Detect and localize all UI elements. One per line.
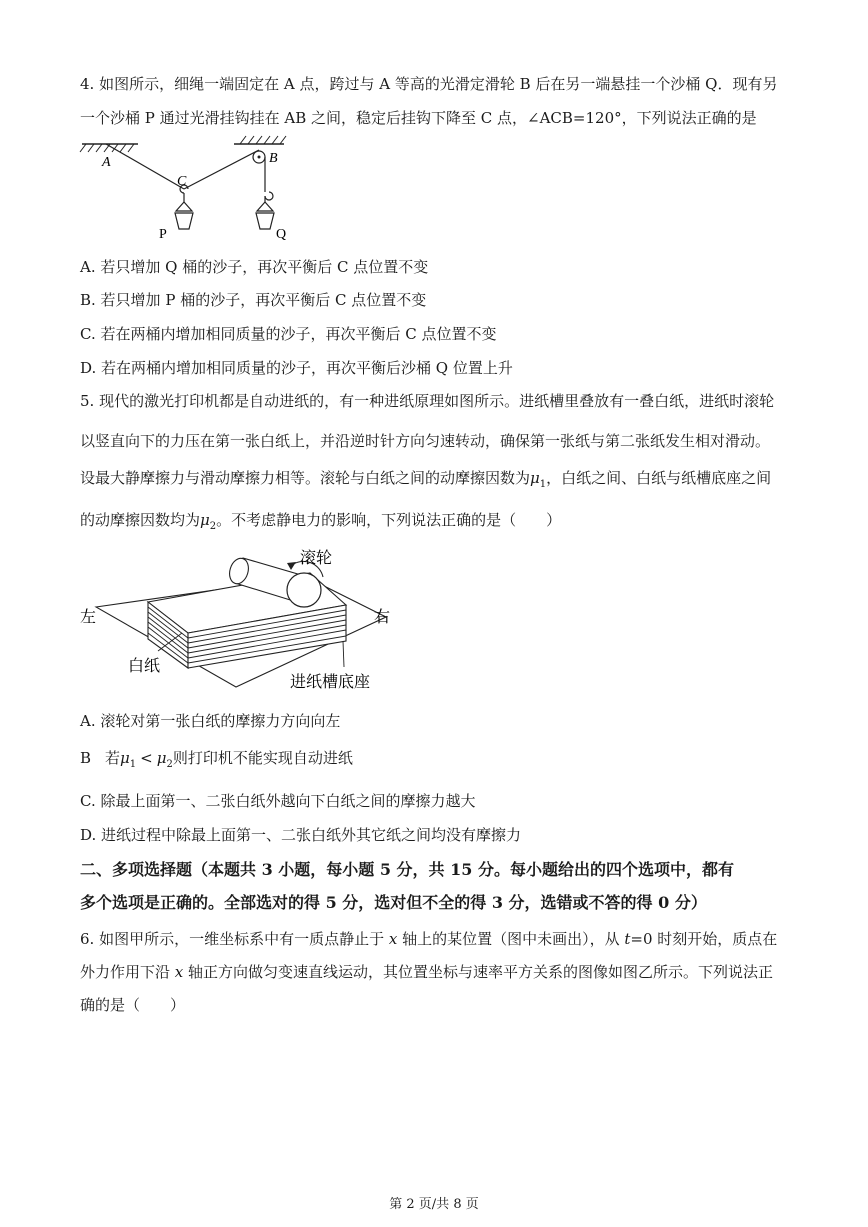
label-paper: 白纸: [128, 658, 161, 675]
q5-line2: 以竖直向下的力压在第一张白纸上，并沿逆时针方向匀速转动，确保第一张纸与第二张纸发生相对滑动。: [80, 432, 771, 450]
label-base: 进纸槽底座: [290, 674, 371, 691]
q5-option-c: C. 除最上面第一、二张白纸外越向下白纸之间的摩擦力越大: [80, 792, 476, 810]
label-roller: 滚轮: [300, 550, 333, 567]
q6-line1: 6. 如图甲所示，一维坐标系中有一质点静止于 x 轴上的某位置（图中未画出），从 t=0 时刻开始，质点在: [80, 930, 778, 948]
q6-line3: 确的是（ ）: [80, 996, 186, 1014]
q5-option-d: D. 进纸过程中除最上面第一、二张白纸外其它纸之间均没有摩擦力: [80, 826, 522, 844]
q5-line3: 设最大静摩擦力与滑动摩擦力相等。滚轮与白纸之间的动摩擦因数为$\mu_1$，白纸之间、白纸与纸槽底座之间: [80, 469, 772, 490]
section2-heading-line2: 多个选项是正确的。全部选对的得 5 分，选对但不全的得 3 分，选错或不答的得 0 分）: [80, 893, 707, 912]
label-a: A: [102, 155, 111, 170]
q5-option-a: A. 滚轮对第一张白纸的摩擦力方向向左: [80, 712, 341, 730]
q5-line1: 5. 现代的激光打印机都是自动进纸的，有一种进纸原理如图所示。进纸槽里叠放有一叠白纸，进纸时滚轮: [80, 392, 775, 410]
q4-option-c: C. 若在两桶内增加相同质量的沙子，再次平衡后 C 点位置不变: [80, 325, 497, 343]
mu1-symbol: μ: [530, 469, 540, 487]
q4-stem-line2: 一个沙桶 P 通过光滑挂钩挂在 AB 之间，稳定后挂钩下降至 C 点，∠ACB=120°，下列说法正确的是: [80, 109, 757, 127]
label-left: 左: [80, 609, 97, 626]
label-right: 右: [374, 609, 391, 626]
section2-heading-line1: 二、多项选择题（本题共 3 小题，每小题 5 分，共 15 分。每小题给出的四个选项中，都有: [80, 860, 734, 879]
page-footer: 第 2 页/共 8 页: [389, 1197, 479, 1212]
q4-stem-line1: 4. 如图所示，细绳一端固定在 A 点，跨过与 A 等高的光滑定滑轮 B 后在另一端悬挂一个沙桶 Q．现有另: [80, 75, 778, 93]
q5-option-b: B 若$\mu_1 < \mu_2$则打印机不能实现自动进纸: [80, 749, 353, 770]
q5-figure: [78, 545, 418, 695]
label-p: P: [159, 227, 167, 242]
q4-option-a: A. 若只增加 Q 桶的沙子，再次平衡后 C 点位置不变: [80, 258, 429, 276]
q4-option-b: B. 若只增加 P 桶的沙子，再次平衡后 C 点位置不变: [80, 291, 427, 309]
q4-figure: [76, 134, 306, 244]
label-q: Q: [276, 227, 287, 242]
mu2-symbol: μ: [200, 511, 210, 529]
roller-end: [287, 573, 321, 607]
label-c: C: [177, 174, 187, 189]
q4-option-d: D. 若在两桶内增加相同质量的沙子，再次平衡后沙桶 Q 位置上升: [80, 359, 513, 377]
q5-line4: 的动摩擦因数均为$\mu_2$。不考虑静电力的影响，下列说法正确的是（ ）: [80, 511, 562, 532]
q6-line2: 外力作用下沿 x 轴正方向做匀变速直线运动，其位置坐标与速率平方关系的图像如图乙所示。下列说法正: [80, 963, 774, 981]
label-b: B: [269, 151, 278, 166]
